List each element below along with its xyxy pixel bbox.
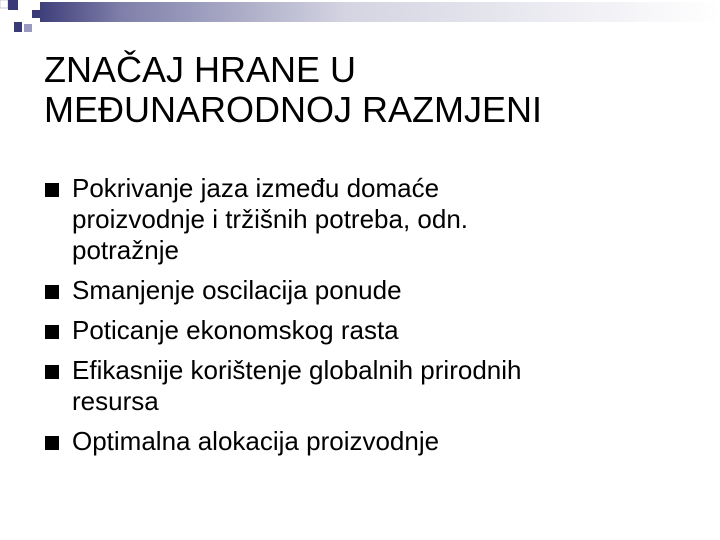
bullet-text-line: potražnje: [72, 235, 179, 265]
bullet-text-line: resursa: [72, 386, 159, 416]
bullet-text-line: proizvodnje i tržišnih potreba, odn.: [72, 204, 469, 234]
slide-title-line-2: MEĐUNARODNOJ RAZMJENI: [44, 89, 543, 130]
decorative-header-bar: [0, 0, 720, 40]
bullet-text-line: Smanjenje oscilacija ponude: [72, 275, 402, 305]
bullet-item: [44, 426, 684, 457]
bullet-item: [44, 315, 684, 346]
square-bullet-icon: [45, 325, 59, 339]
bullet-item: [44, 355, 684, 417]
square-bullet-icon: [45, 365, 59, 379]
bullet-text-line: Poticanje ekonomskog rasta: [72, 315, 399, 345]
square-bullet-icon: [45, 285, 59, 299]
square-bullet-icon: [45, 183, 59, 197]
bullet-item: [44, 173, 684, 266]
slide-title-line-1: ZNAČAJ HRANE U: [44, 49, 357, 90]
bullet-text-line: Optimalna alokacija proizvodnje: [72, 426, 440, 456]
bullet-list: [44, 173, 684, 466]
bullet-text-line: Efikasnije korištenje globalnih prirodnih: [72, 355, 522, 385]
slide-title: [44, 50, 684, 130]
bullet-item: [44, 275, 684, 306]
bullet-text-line: Pokrivanje jaza između domaće: [72, 173, 440, 203]
square-bullet-icon: [45, 436, 59, 450]
